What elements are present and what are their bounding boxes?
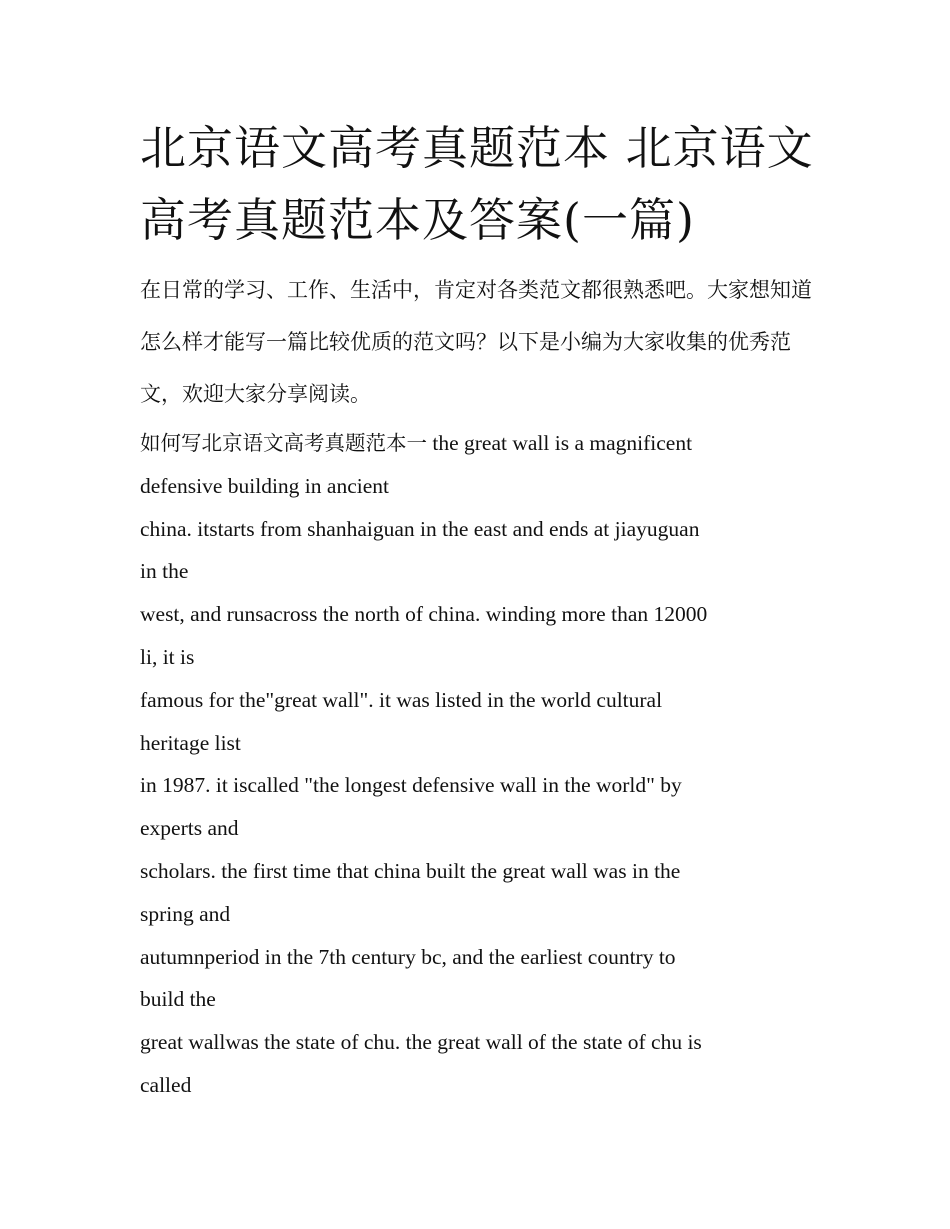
essay-line: called (140, 1072, 192, 1097)
essay-line-text: the great wall is a magnificent (427, 431, 693, 455)
essay-line: in the (140, 559, 189, 584)
essay-line: spring and (140, 901, 231, 926)
essay-line: experts and (140, 816, 239, 841)
essay-line: li, it is (140, 644, 195, 669)
essay-lead-heading: 如何写北京语文高考真题范本一 (140, 431, 427, 455)
essay-line: defensive building in ancient (140, 473, 389, 498)
essay-line: build the (140, 987, 216, 1012)
document-title: 北京语文高考真题范本 北京语文高考真题范本及答案(一篇) (140, 121, 814, 247)
essay-line: china. itstarts from shanhaiguan in the east and ends at jiayuguan (140, 516, 700, 541)
essay-body (140, 422, 820, 1107)
essay-line: great wallwas the state of chu. the great wall of the state of chu is (140, 1030, 702, 1055)
essay-line: famous for the"great wall". it was listed in the world cultural (140, 687, 663, 712)
document-page (140, 112, 820, 1107)
essay-line: west, and runsacross the north of china. winding more than 12000 (140, 602, 708, 627)
essay-line (140, 422, 820, 465)
intro-paragraph: 在日常的学习、工作、生活中，肯定对各类范文都很熟悉吧。大家想知道怎么样才能写一篇比较优质的范文吗？以下是小编为大家收集的优秀范文，欢迎大家分享阅读。 (140, 278, 812, 406)
essay-line: scholars. the first time that china built the great wall was in the (140, 858, 681, 883)
essay-line: heritage list (140, 730, 241, 755)
essay-line: in 1987. it iscalled "the longest defensive wall in the world" by (140, 773, 682, 798)
essay-line: autumnperiod in the 7th century bc, and the earliest country to (140, 944, 676, 969)
